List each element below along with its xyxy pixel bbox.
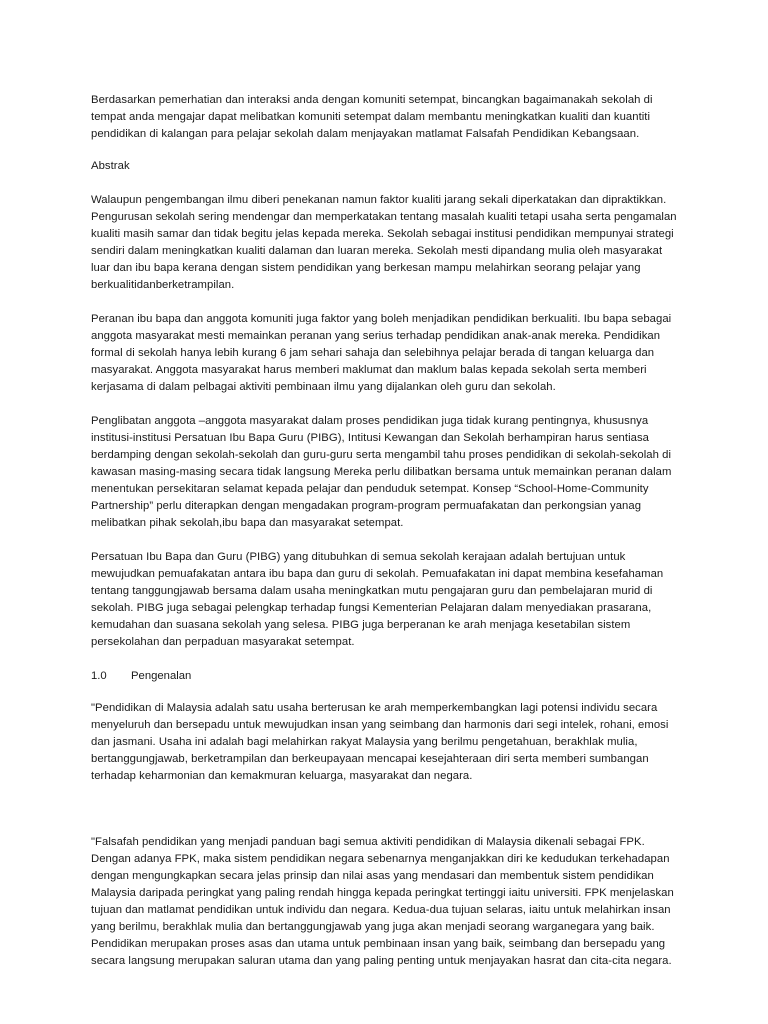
intro-paragraph: "Pendidikan di Malaysia adalah satu usaha berterusan ke arah memperkembangkan lagi potensi individu secara menyeluruh dan bersepadu untuk mewujudkan insan yang seimbang dan harmonis dari segi intelek, rohani, emosi dan jasmani. Usaha ini adalah bagi melahirkan rakyat Malaysia yang berilmu pengetahuan, berakhlak mulia, bertanggungjawab, berketrampilan dan berkeupayaan mencapai kesejahteraan diri serta memberi sumbangan terhadap keharmonian dan kemakmuran keluarga, masyarakat dan negara.: [91, 702, 669, 782]
abstract-paragraph: Peranan ibu bapa dan anggota komuniti juga faktor yang boleh menjadikan pendidikan berkualiti. Ibu bapa sebagai anggota masyarakat mesti memainkan peranan yang serius terhadap pendidikan anak-anak mereka. Pendidikan formal di sekolah hanya lebih kurang 6 jam sehari sahaja dan selebihnya pelajar berada di tangan keluarga dan masyarakat. Anggota masyarakat harus memberi maklumat dan maklum balas kepada sekolah serta memberi kerjasama di dalam pelbagai aktiviti pembinaan ilmu yang dijalankan oleh guru dan sekolah.: [91, 313, 672, 393]
section-number: 1.0: [91, 670, 107, 682]
assignment-question: Berdasarkan pemerhatian dan interaksi anda dengan komuniti setempat, bincangkan bagaimanakah sekolah di tempat anda mengajar dapat melibatkan komuniti setempat dalam membantu meningkatkan kualiti dan kuantiti pendidikan di kalangan para pelajar sekolah dalam menjayakan matlamat Falsafah Pendidikan Kebangsaan.: [91, 94, 653, 140]
abstract-paragraph: Persatuan Ibu Bapa dan Guru (PIBG) yang ditubuhkan di semua sekolah kerajaan adalah bertujuan untuk mewujudkan pemuafakatan antara ibu bapa dan guru di sekolah. Pemuafakatan ini dapat membina kesefahaman tentang tanggungjawab bersama dalam usaha meningkatkan mutu pengajaran guru dan pembelajaran murid di sekolah. PIBG juga sebagai pelengkap terhadap fungsi Kementerian Pelajaran dalam menyediakan prasarana, kemudahan dan suasana sekolah yang selesa. PIBG juga berperanan ke arah menjaga kesetabilan sistem persekolahan dan perpaduan masyarakat setempat.: [91, 551, 664, 648]
abstract-paragraph: Walaupun pengembangan ilmu diberi penekanan namun faktor kualiti jarang sekali diperkatakan dan dipraktikkan. Pengurusan sekolah sering mendengar dan memperkatakan tentang masalah kualiti tetapi usaha serta pengamalan kualiti masih samar dan tidak begitu jelas kepada mereka. Sekolah sebagai institusi pendidikan mempunyai strategi sendiri dalam meningkatkan kualiti dalaman dan luaran mereka. Sekolah mesti dipandang mulia oleh masyarakat luar dan ibu bapa kerana dengan sistem pendidikan yang berkesan mampu melahirkan seorang pelajar yang berkualitidanberketrampilan.: [91, 194, 677, 291]
section-heading: [91, 668, 680, 685]
abstract-paragraph: Penglibatan anggota –anggota masyarakat dalam proses pendidikan juga tidak kurang pentingnya, khususnya institusi-institusi Persatuan Ibu Bapa Guru (PIBG), Intitusi Kewangan dan Sekolah berhampiran harus sentiasa berdamping dengan sekolah-sekolah dan guru-guru serta mengambil tahu proses pendidikan di sekolah-sekolah di kawasan masing-masing secara tidak langsung Mereka perlu dilibatkan bersama untuk memainkan peranan dalam menentukan persekitaran selamat kepada pelajar dan penduduk setempat. Konsep “School-Home-Community Partnership” perlu diterapkan dengan mengadakan program-program permuafakatan dan perkongsian yanag melibatkan pihak sekolah,ibu bapa dan masyarakat setempat.: [91, 415, 672, 529]
intro-paragraph: "Falsafah pendidikan yang menjadi panduan bagi semua aktiviti pendidikan di Malaysia dikenali sebagai FPK. Dengan adanya FPK, maka sistem pendidikan negara sebenarnya menganjakkan diri ke kedudukan terkehadapan dengan mengungkapkan secara jelas prinsip dan nilai asas yang mendasari dan membentuk sistem pendidikan Malaysia daripada peringkat yang paling rendah hingga kepada peringkat tertinggi iaitu universiti. FPK menjelaskan tujuan dan matlamat pendidikan untuk individu dan negara. Kedua-dua tujuan selaras, iaitu untuk melahirkan insan yang berilmu, berakhlak mulia dan bertanggungjawab yang juga akan menjadi seorang warganegara yang baik. Pendidikan merupakan proses asas dan utama untuk pembinaan insan yang baik, seimbang dan bersepadu yang secara langsung merupakan saluran utama dan yang paling penting untuk menjayakan hasrat dan cita-cita negara.: [91, 836, 674, 967]
abstract-heading: Abstrak: [91, 160, 130, 172]
section-title: Pengenalan: [131, 670, 192, 682]
